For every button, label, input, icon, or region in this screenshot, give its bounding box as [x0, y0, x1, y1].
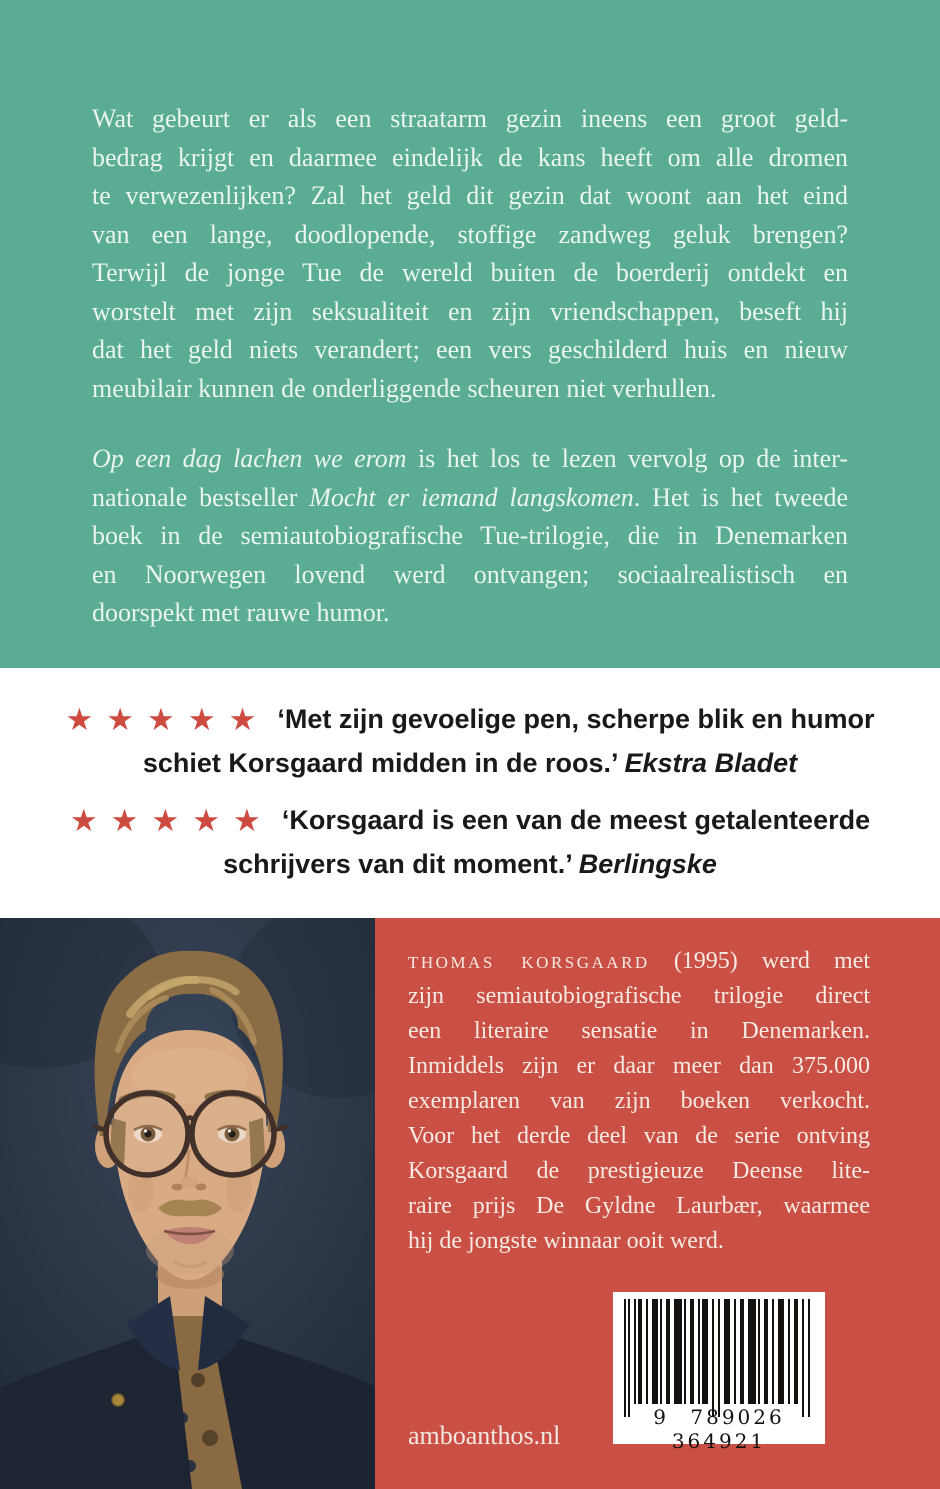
- synopsis-text: is het los te lezen vervolg op de inter-: [406, 444, 848, 473]
- review-text: ‘Met zijn gevoelige pen, scherpe blik en humor: [277, 704, 875, 734]
- review-quote: [0, 799, 940, 886]
- author-bio: [408, 944, 870, 1259]
- synopsis-line: meubilair kunnen de onderliggende scheuren niet verhullen.: [92, 373, 717, 403]
- bio-line: hij de jongste winnaar ooit werd.: [408, 1228, 724, 1254]
- review-text: schrijvers van dit moment.’: [223, 849, 579, 879]
- bio-text: (1995) werd met: [649, 948, 870, 974]
- star-rating-icons: ★★★★★: [65, 702, 270, 738]
- synopsis-line: [92, 479, 848, 518]
- bio-line: raire prijs De Gyldne Laurbær, waarmee: [408, 1193, 870, 1219]
- synopsis-text: . Het is het tweede: [633, 482, 849, 512]
- review-source: Berlingske: [578, 849, 717, 879]
- synopsis-line: te verwezenlijken? Zal het geld dit gezin dat woont aan het eind: [92, 181, 848, 210]
- synopsis-line: en Noorwegen lovend werd ontvangen; sociaalrealistisch en: [92, 559, 848, 589]
- author-portrait-illustration: [0, 918, 375, 1489]
- bio-line: exemplaren van zijn boeken verkocht.: [408, 1088, 870, 1114]
- book-title-current: Op een dag lachen we erom: [92, 444, 407, 473]
- author-section: [0, 918, 940, 1489]
- bio-line: [408, 944, 870, 979]
- synopsis-text: nationale bestseller: [92, 482, 310, 512]
- review-quote: [0, 698, 940, 785]
- bio-line: een literaire sensatie in Denemarken.: [408, 1018, 870, 1044]
- synopsis-paragraph-2: [92, 440, 848, 633]
- book-title-previous: Mocht er iemand langskomen: [309, 482, 634, 512]
- review-text: schiet Korsgaard midden in de roos.’: [142, 748, 625, 778]
- synopsis-line: [92, 440, 848, 479]
- synopsis-line: bedrag krijgt en daarmee eindelijk de kans heeft om alle dromen: [92, 142, 848, 172]
- author-bio-panel: [375, 918, 940, 1489]
- star-rating-icons: ★★★★★: [69, 803, 274, 839]
- review-text: ‘Korsgaard is een van de meest getalenteerde: [281, 805, 871, 835]
- synopsis-section: [0, 0, 940, 668]
- synopsis-line: Terwijl de jonge Tue de wereld buiten de boerderij ontdekt en: [92, 258, 848, 287]
- bio-line: Korsgaard de prestigieuze Deense lite-: [408, 1158, 870, 1184]
- author-name: thomas korsgaard: [408, 948, 650, 974]
- bio-line: Voor het derde deel van de serie ontving: [408, 1123, 870, 1149]
- review-line: [0, 742, 940, 785]
- synopsis-line: doorspekt met rauwe humor.: [92, 598, 390, 627]
- bio-line: zijn semiautobiografische trilogie direct: [408, 983, 870, 1009]
- barcode-digits: 9 789026 364921: [653, 1405, 785, 1453]
- reviews-section: [0, 668, 940, 918]
- bio-line: Inmiddels zijn er daar meer dan 375.000: [408, 1053, 870, 1079]
- synopsis-line: worstelt met zijn seksualiteit en zijn vriendschappen, beseft hij: [92, 296, 848, 326]
- review-line: [0, 799, 940, 843]
- collar-pin: [112, 1394, 124, 1406]
- author-photo: [0, 918, 375, 1489]
- barcode: [613, 1292, 825, 1453]
- barcode-bars: [624, 1299, 814, 1419]
- review-line: [0, 843, 940, 886]
- publisher-website: amboanthos.nl: [408, 1421, 561, 1450]
- synopsis-line: Wat gebeurt er als een straatarm gezin ineens een groot geld-: [92, 104, 848, 133]
- synopsis-line: dat het geld niets verandert; een vers geschilderd huis en nieuw: [92, 335, 848, 364]
- synopsis-line: boek in de semiautobiografische Tue-trilogie, die in Denemarken: [92, 521, 848, 550]
- review-line: [0, 698, 940, 742]
- review-source: Ekstra Bladet: [624, 748, 798, 778]
- synopsis-line: van een lange, doodlopende, stoffige zandweg geluk brengen?: [92, 219, 848, 249]
- synopsis-paragraph-1: [92, 100, 848, 408]
